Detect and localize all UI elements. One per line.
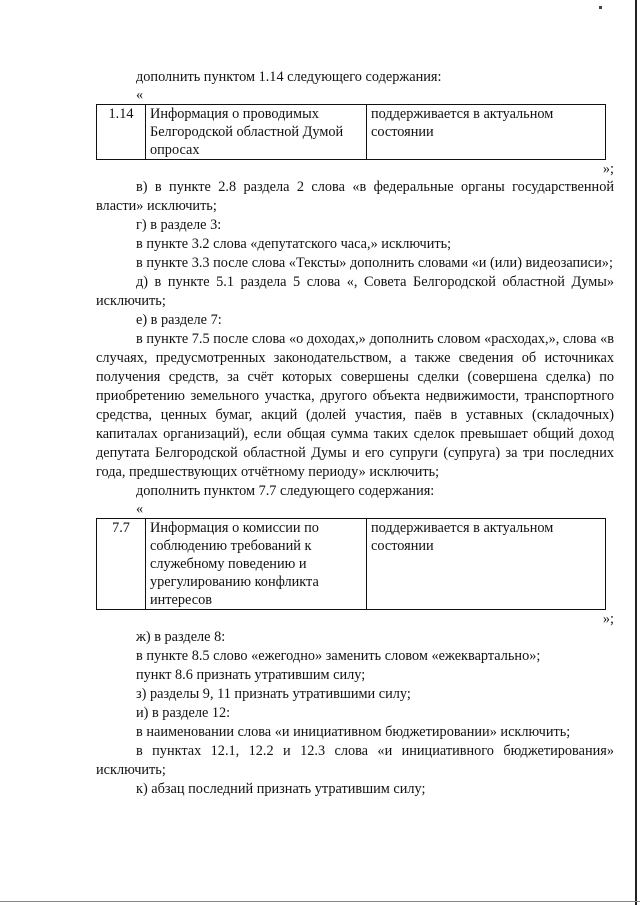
paragraph-g2: в пункте 3.3 после слова «Тексты» дополнить словами «и (или) видеозаписи»;: [136, 255, 613, 271]
open-quote-1: «: [136, 87, 144, 103]
paragraph-i: и) в разделе 12:: [136, 705, 231, 721]
paragraph-zh2: пункт 8.6 признать утратившим силу;: [136, 667, 366, 683]
page-edge-bottom: [0, 901, 640, 902]
paragraph-k: к) абзац последний признать утратившим силу;: [136, 781, 426, 797]
close-quote-2: »;: [602, 611, 614, 627]
paragraph-e: е) в разделе 7:: [136, 312, 222, 328]
table-cell-number: 7.7: [97, 519, 146, 610]
table-cell-number: 1.14: [97, 105, 146, 160]
table-cell-info: Информация о комиссии по соблюдению требований к служебному поведению и урегулированию конфликта интересов: [146, 519, 367, 610]
paragraph-zh1: в пункте 8.5 слово «ежегодно» заменить словом «ежеквартально»;: [136, 648, 541, 664]
insert-table-2: [96, 518, 606, 610]
table-row: [97, 105, 606, 160]
close-quote-1: »;: [602, 161, 614, 177]
table-cell-status: поддерживается в актуальном состоянии: [367, 519, 606, 610]
paragraph-i1: в наименовании слова «и инициативном бюджетировании» исключить;: [136, 724, 571, 740]
scan-mark: [599, 6, 602, 9]
paragraph-e1: в пункте 7.5 после слова «о доходах,» дополнить словом «расходах,», слова «в случаях, предусмотренных законодательством, а также сведения об источниках получения средств, за счёт которых совершены сделки (совершена сделка) по приобретению земельного участка, другого объекта недвижимости, транспортного средства, ценных бумаг, акций (долей участия, паёв в уставных (складочных) капиталах организаций), если общая сумма таких сделок превышает общий доход депутата Белгородской областной Думы и его супруги (супруга) за три последних года, предшествующих отчётному периоду» исключить;: [96, 331, 614, 480]
page-edge-right: [635, 0, 637, 905]
open-quote-2: «: [136, 501, 144, 517]
insert-table-1: [96, 104, 606, 160]
paragraph-z: з) разделы 9, 11 признать утратившими силу;: [136, 686, 411, 702]
table-row: [97, 519, 606, 610]
paragraph-d: д) в пункте 5.1 раздела 5 слова «, Совета Белгородской областной Думы» исключить;: [96, 274, 614, 309]
paragraph-zh: ж) в разделе 8:: [136, 629, 226, 645]
intro-paragraph-2: дополнить пунктом 7.7 следующего содержания:: [136, 483, 435, 499]
table-cell-status: поддерживается в актуальном состоянии: [367, 105, 606, 160]
paragraph-g: г) в разделе 3:: [136, 217, 222, 233]
paragraph-g1: в пункте 3.2 слова «депутатского часа,» исключить;: [136, 236, 452, 252]
table-cell-info: Информация о проводимых Белгородской областной Думой опросах: [146, 105, 367, 160]
paragraph-v: в) в пункте 2.8 раздела 2 слова «в федеральные органы государственной власти» исключить;: [96, 179, 614, 214]
document-body: [96, 68, 614, 799]
paragraph-i2: в пунктах 12.1, 12.2 и 12.3 слова «и инициативного бюджетирования» исключить;: [96, 743, 614, 778]
intro-paragraph-1: дополнить пунктом 1.14 следующего содержания:: [136, 69, 442, 85]
